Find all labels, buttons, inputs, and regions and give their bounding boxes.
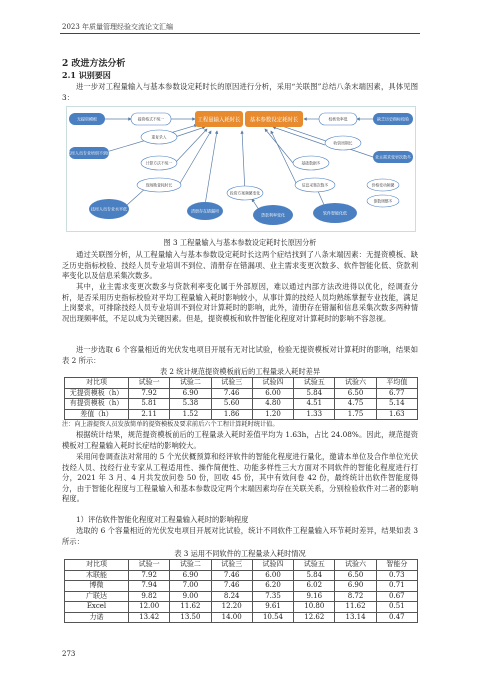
table-2-header-row [65, 378, 418, 389]
table-cell: 有提资模板（h） [65, 399, 129, 410]
table-cell: 0.51 [376, 602, 417, 613]
table-cell: 8.24 [211, 591, 252, 602]
table-cell: 广联达 [65, 591, 129, 602]
table-cell: 12.00 [129, 602, 170, 613]
node-no-template: 无提资模板 [77, 116, 97, 122]
table-cell: 6.90 [170, 388, 211, 399]
table-cell: 6.00 [252, 570, 293, 581]
node-software: 软件智能化低 [323, 210, 347, 216]
header-rule [60, 33, 420, 34]
node-low-efficiency: 校核效率低 [328, 116, 348, 122]
table-cell: 7.92 [129, 570, 170, 581]
table-cell: 试验四 [252, 378, 293, 389]
table-cell: 9.61 [252, 602, 293, 613]
table-cell: 9.00 [170, 591, 211, 602]
node-inventory: 清册存在错漏项 [191, 208, 219, 214]
table-row [65, 591, 418, 602]
table-cell: 试验四 [252, 560, 293, 571]
table-cell: 对比项 [65, 560, 129, 571]
table-cell: 10.54 [252, 612, 293, 623]
table-cell: 0.47 [376, 612, 417, 623]
node-loan: 贷款利率变化 [261, 212, 285, 218]
table-cell: 试验五 [294, 560, 335, 571]
table-cell: 10.80 [294, 602, 335, 613]
page-number: 273 [62, 650, 76, 658]
table-cell: 2.11 [129, 409, 170, 420]
table-cell: 5.14 [376, 399, 417, 410]
table-3-header-row [65, 560, 418, 571]
table-cell: 0.67 [376, 591, 417, 602]
table-cell: 0.73 [376, 570, 417, 581]
node-staff-skill: 技经人员专业水平低 [91, 206, 127, 212]
table-row [65, 409, 418, 420]
node-training: 技经人员专业培训不到位 [67, 150, 111, 156]
center-nodes [195, 111, 303, 127]
section-title: 2 改进方法分析 [62, 59, 126, 69]
paragraph-4: 进一步选取 6 个容量相近的光伏发电项目开展有无对比试验，检验无提资模板对计算耗时的影响，结果如表 2 所示： [62, 345, 418, 365]
paragraph-2: 通过关联图分析，从工程量输入与基本参数设定耗时长这两个症结找到了八条末端因素：无提资模板、缺乏历史指标校验、技经人员专业培训不到位、清册存在错漏项、业主需求变更次数多、软件智能化低、贷款利率变化以及信息采集次数多。 [62, 250, 418, 280]
table-3-caption: 表 3 运用不同软件的工程量录入耗时情况 [174, 549, 306, 558]
table-cell: 7.94 [129, 581, 170, 592]
table-cell: 7.00 [170, 581, 211, 592]
table-cell: 试验一 [129, 378, 170, 389]
table-cell: 7.35 [252, 591, 293, 602]
table-cell: 1.86 [211, 409, 252, 420]
table-cell: 5.38 [170, 399, 211, 410]
table-cell: 平均值 [376, 378, 417, 389]
table-cell: 试验六 [335, 560, 376, 571]
table-3 [64, 559, 418, 623]
table-cell: 9.16 [294, 591, 335, 602]
table-cell: 1.20 [252, 409, 293, 420]
table-row [65, 570, 418, 581]
table-cell: 13.42 [129, 612, 170, 623]
node-owner-demand: 业主需求变更次数多 [375, 154, 411, 160]
table-cell: 4.80 [252, 399, 293, 410]
table-cell: 11.62 [335, 602, 376, 613]
node-template-format: 提资格式不统一 [137, 116, 165, 122]
table-cell: 7.46 [211, 570, 252, 581]
table-cell: 试验二 [170, 378, 211, 389]
table-cell: 6.90 [335, 581, 376, 592]
table-cell: 1.52 [170, 409, 211, 420]
node-left-bottom: 计算方法不统一 [145, 160, 173, 166]
table-row [65, 602, 418, 613]
table-cell: 1.75 [335, 409, 376, 420]
table-cell: 试验一 [129, 560, 170, 571]
table-cell: 7.92 [129, 388, 170, 399]
center-node-right-label: 基本参数设定耗时长 [249, 117, 299, 124]
table-2-note: 注：向上游提资人员发放简单的提资模板及要求前后六个工程计算耗时统计值。 [62, 421, 279, 428]
table-cell: 9.82 [129, 591, 170, 602]
table-2-caption: 表 2 统计规范提资模板前后的工程量录入耗时差异 [159, 367, 321, 376]
table-cell: 1.63 [376, 409, 417, 420]
table-row [65, 612, 418, 623]
table-cell: 6.02 [294, 581, 335, 592]
center-node-left-label: 工程量输入耗时长 [197, 117, 241, 124]
table-cell: 5.60 [211, 399, 252, 410]
table-cell: 7.46 [211, 388, 252, 399]
paragraph-6: 采用问卷调查法对常用的 5 个光伏概预算和经评软件的智能化程度进行量化，邀请本单位及合作单位光伏技经人员、技经行业专家从工程适用性、操作简便性、功能多样性三大方面对不同软件的智能化程度进行打分，2021 年 3 月、4 月共发放问卷 50 份，回收 45 份，其中有效问卷 42 份，最终统计出软件智能度得分，由于智能化程度与工程量输入和基本参数设定两个末端因素均存在关联关系，分别检验软件对二者的影响程度。 [62, 452, 418, 503]
table-cell: 12.62 [294, 612, 335, 623]
table-cell: 试验三 [211, 560, 252, 571]
table-cell: 试验六 [335, 378, 376, 389]
table-row [65, 581, 418, 592]
figure-3-caption: 图 3 工程量输入与基本参数设定耗时长原因分析 [163, 238, 317, 247]
paragraph-7: 1）评估软件智能化程度对工程量输入耗时的影响程度 [76, 515, 249, 524]
relation-diagram-svg [67, 107, 417, 233]
table-cell: 5.84 [294, 570, 335, 581]
intermediate-nodes [131, 113, 399, 207]
table-row [65, 399, 418, 410]
table-cell: 无提资模板（h） [65, 388, 129, 399]
table-cell: 对比项 [65, 378, 129, 389]
node-right-bottom2: 参数调整多 [373, 198, 393, 204]
table-2 [64, 377, 418, 420]
subsection-title: 2.1 识别要因 [62, 70, 111, 80]
table-cell: 智能分 [376, 560, 417, 571]
table-cell: 差值（h） [65, 409, 129, 420]
node-param-data: 基础数据多 [301, 160, 321, 166]
table-cell: 博微 [65, 581, 129, 592]
table-cell: 6.90 [170, 570, 211, 581]
table-cell: 7.46 [211, 581, 252, 592]
node-ops-time: 现场勘查耗时长 [145, 182, 173, 188]
table-cell: 5.84 [294, 388, 335, 399]
table-cell: 6.00 [252, 388, 293, 399]
paragraph-8: 选取的 6 个容量相近的光伏发电项目开展对比试验，统计不同软件工程量输入环节耗时差异，结果如表 3 所示： [62, 526, 418, 546]
running-header: 2023 年质量管理经验交流论文汇编 [62, 23, 174, 31]
table-row [65, 388, 418, 399]
table-cell: 试验二 [170, 560, 211, 571]
node-reinput: 重复录入 [151, 134, 167, 140]
table-cell: 5.81 [129, 399, 170, 410]
paragraph-3: 其中，业主需求变更次数多与贷款利率变化属于外部原因，难以通过内部方法改进得以优化，经调查分析，是否采用历史指标校验对平均工程量输入耗时影响较小，从事计算的技经人员均熟练掌握专业技能，满足上岗要求，可排除技经人员专业培训不到位对计算耗时的影响，此外，清册存在错漏和信息采集次数多两种情况出现频率低，不足以成为关键因素。但是，提资模板和软件智能化程度对计算耗时的影响不容忽视。 [62, 282, 418, 323]
table-cell: 4.75 [335, 399, 376, 410]
table-cell: 6.77 [376, 388, 417, 399]
table-cell: 14.00 [211, 612, 252, 623]
paragraph-5: 根据统计结果，规范提资模板前后的工程量录入耗时差值平均为 1.63h，占比 24.08%。因此，规范提资模板对工程量输入耗时长症结的影响较大。 [62, 430, 418, 450]
node-price-change: 价格变动频繁 [371, 182, 395, 188]
node-hist-check: 缺乏历史指标校验 [377, 116, 409, 122]
table-cell: 4.51 [294, 399, 335, 410]
table-cell: 试验三 [211, 378, 252, 389]
table-cell: 1.33 [294, 409, 335, 420]
table-cell: 8.72 [335, 591, 376, 602]
table-cell: Excel [65, 602, 129, 613]
paragraph-1: 进一步对工程量输入与基本参数设定耗时长的原因进行分析，采用“关联图”总结八条末端因素，具体见图 3： [62, 82, 418, 102]
table-cell: 6.50 [335, 570, 376, 581]
table-cell: 13.50 [170, 612, 211, 623]
table-cell: 11.62 [170, 602, 211, 613]
table-cell: 木联能 [65, 570, 129, 581]
table-cell: 力诺 [65, 612, 129, 623]
table-cell: 0.71 [376, 581, 417, 592]
table-cell: 12.20 [211, 602, 252, 613]
table-cell: 6.20 [252, 581, 293, 592]
node-invest-change: 投资方案频繁变化 [229, 190, 261, 196]
table-cell: 6.50 [335, 388, 376, 399]
cause-nodes [67, 113, 413, 225]
table-cell: 试验五 [294, 378, 335, 389]
table-cell: 13.14 [335, 612, 376, 623]
relation-diagram [66, 106, 416, 232]
node-right-mid: 收资周期长 [333, 140, 353, 146]
node-collect: 信息采集次数多 [301, 182, 329, 188]
